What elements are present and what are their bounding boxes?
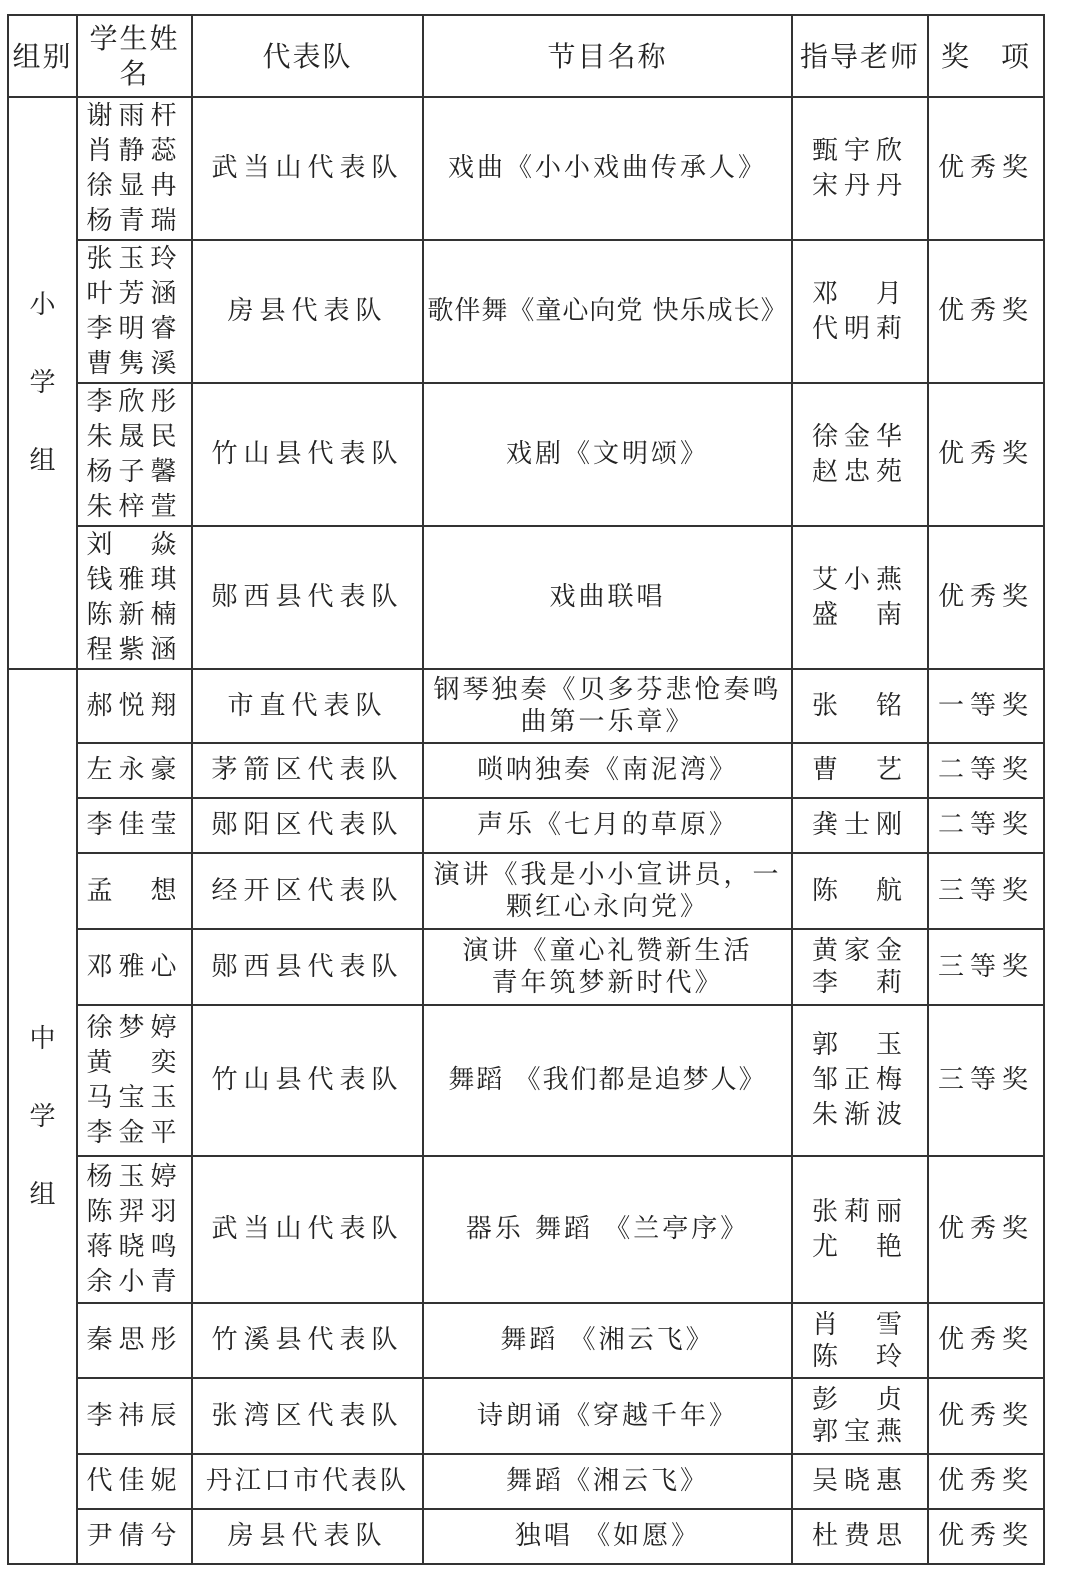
group-char: 学 [29,1101,56,1132]
team-cell: 郧西县代表队 [192,526,423,669]
header-team: 代表队 [192,15,423,97]
award-cell: 优秀奖 [928,526,1044,669]
students-cell: 秦思彤 [77,1303,192,1378]
award-cell: 优秀奖 [928,240,1044,383]
program-cell: 声乐《七月的草原》 [423,798,792,853]
team-cell: 郧西县代表队 [192,929,423,1005]
team-cell: 郧阳区代表队 [192,798,423,853]
teacher-cell: 张莉丽 尤 艳 [792,1156,928,1303]
program-cell: 舞蹈 《湘云飞》 [423,1303,792,1378]
teacher-cell: 杜费思 [792,1509,928,1564]
award-cell: 优秀奖 [928,1509,1044,1564]
program-cell: 戏曲《小小戏曲传承人》 [423,97,792,240]
team-cell: 经开区代表队 [192,853,423,929]
team-cell: 茅箭区代表队 [192,743,423,798]
award-cell: 优秀奖 [928,1156,1044,1303]
header-program: 节目名称 [423,15,792,97]
table-row [8,1005,1044,1156]
table-row [8,669,1044,743]
students-cell: 刘 焱 钱雅琪 陈新楠 程紫涵 [77,526,192,669]
teacher-cell: 彭 贞 郭宝燕 [792,1378,928,1454]
program-cell: 演讲《我是小小宣讲员，一 颗红心永向党》 [423,853,792,929]
teacher-cell: 龚士刚 [792,798,928,853]
table-row [8,929,1044,1005]
group-char: 中 [29,1023,56,1054]
teacher-cell: 郭 玉 邹正梅 朱渐波 [792,1005,928,1156]
program-cell: 戏剧《文明颂》 [423,383,792,526]
header-award: 奖 项 [928,15,1044,97]
award-cell: 一等奖 [928,669,1044,743]
team-cell: 丹江口市代表队 [192,1454,423,1509]
awards-table [7,14,1045,1565]
teacher-cell: 肖 雪 陈 玲 [792,1303,928,1378]
students-cell: 李祎辰 [77,1378,192,1454]
header-row [8,15,1044,97]
award-cell: 优秀奖 [928,1378,1044,1454]
team-cell: 房县代表队 [192,240,423,383]
group-char: 组 [29,446,56,476]
students-cell: 尹倩兮 [77,1509,192,1564]
students-cell: 张玉玲 叶芳涵 李明睿 曹隽溪 [77,240,192,383]
program-cell: 钢琴独奏《贝多芬悲怆奏鸣 曲第一乐章》 [423,669,792,743]
team-cell: 竹溪县代表队 [192,1303,423,1378]
table-row [8,1156,1044,1303]
students-cell: 邓雅心 [77,929,192,1005]
award-cell: 优秀奖 [928,1303,1044,1378]
program-cell: 独唱 《如愿》 [423,1509,792,1564]
students-cell: 谢雨杆 肖静蕊 徐显冉 杨青瑞 [77,97,192,240]
team-cell: 竹山县代表队 [192,1005,423,1156]
header-teacher: 指导老师 [792,15,928,97]
teacher-cell: 吴晓惠 [792,1454,928,1509]
table-row [8,383,1044,526]
team-cell: 武当山代表队 [192,1156,423,1303]
students-cell: 李欣彤 朱晟民 杨子馨 朱梓萱 [77,383,192,526]
teacher-cell: 徐金华 赵忠苑 [792,383,928,526]
program-cell: 器乐 舞蹈 《兰亭序》 [423,1156,792,1303]
group-char: 学 [29,368,56,398]
award-cell: 三等奖 [928,1005,1044,1156]
table-row [8,526,1044,669]
group-label-primary [8,97,77,669]
team-cell: 张湾区代表队 [192,1378,423,1454]
students-cell: 李佳莹 [77,798,192,853]
program-cell: 戏曲联唱 [423,526,792,669]
teacher-cell: 甄宇欣 宋丹丹 [792,97,928,240]
students-cell: 代佳妮 [77,1454,192,1509]
group-char: 小 [29,290,56,320]
students-cell: 徐梦婷 黄 奕 马宝玉 李金平 [77,1005,192,1156]
table-row [8,1454,1044,1509]
program-cell: 唢呐独奏《南泥湾》 [423,743,792,798]
award-cell: 三等奖 [928,929,1044,1005]
table-row [8,240,1044,383]
teacher-cell: 艾小燕 盛 南 [792,526,928,669]
table-row [8,97,1044,240]
teacher-cell: 曹 艺 [792,743,928,798]
teacher-cell: 邓 月 代明莉 [792,240,928,383]
table-row [8,853,1044,929]
program-cell: 舞蹈《湘云飞》 [423,1454,792,1509]
team-cell: 武当山代表队 [192,97,423,240]
program-cell: 舞蹈 《我们都是追梦人》 [423,1005,792,1156]
program-cell: 演讲《童心礼赞新生活 青年筑梦新时代》 [423,929,792,1005]
award-cell: 优秀奖 [928,97,1044,240]
teacher-cell: 陈 航 [792,853,928,929]
team-cell: 市直代表队 [192,669,423,743]
students-cell: 郝悦翔 [77,669,192,743]
award-cell: 三等奖 [928,853,1044,929]
teacher-cell: 黄家金 李 莉 [792,929,928,1005]
header-students: 学生姓名 [77,15,192,97]
table-row [8,1303,1044,1378]
group-label-middle [8,669,77,1564]
teacher-cell: 张 铭 [792,669,928,743]
table-row [8,798,1044,853]
students-cell: 孟 想 [77,853,192,929]
award-cell: 优秀奖 [928,1454,1044,1509]
program-cell: 诗朗诵《穿越千年》 [423,1378,792,1454]
award-cell: 优秀奖 [928,383,1044,526]
students-cell: 左永豪 [77,743,192,798]
table-row [8,1509,1044,1564]
award-cell: 二等奖 [928,798,1044,853]
table-row [8,1378,1044,1454]
group-char: 组 [29,1179,56,1210]
award-cell: 二等奖 [928,743,1044,798]
students-cell: 杨玉婷 陈羿羽 蒋晓鸣 余小青 [77,1156,192,1303]
program-cell: 歌伴舞《童心向党 快乐成长》 [423,240,792,383]
header-group: 组别 [8,15,77,97]
team-cell: 竹山县代表队 [192,383,423,526]
table-row [8,743,1044,798]
team-cell: 房县代表队 [192,1509,423,1564]
